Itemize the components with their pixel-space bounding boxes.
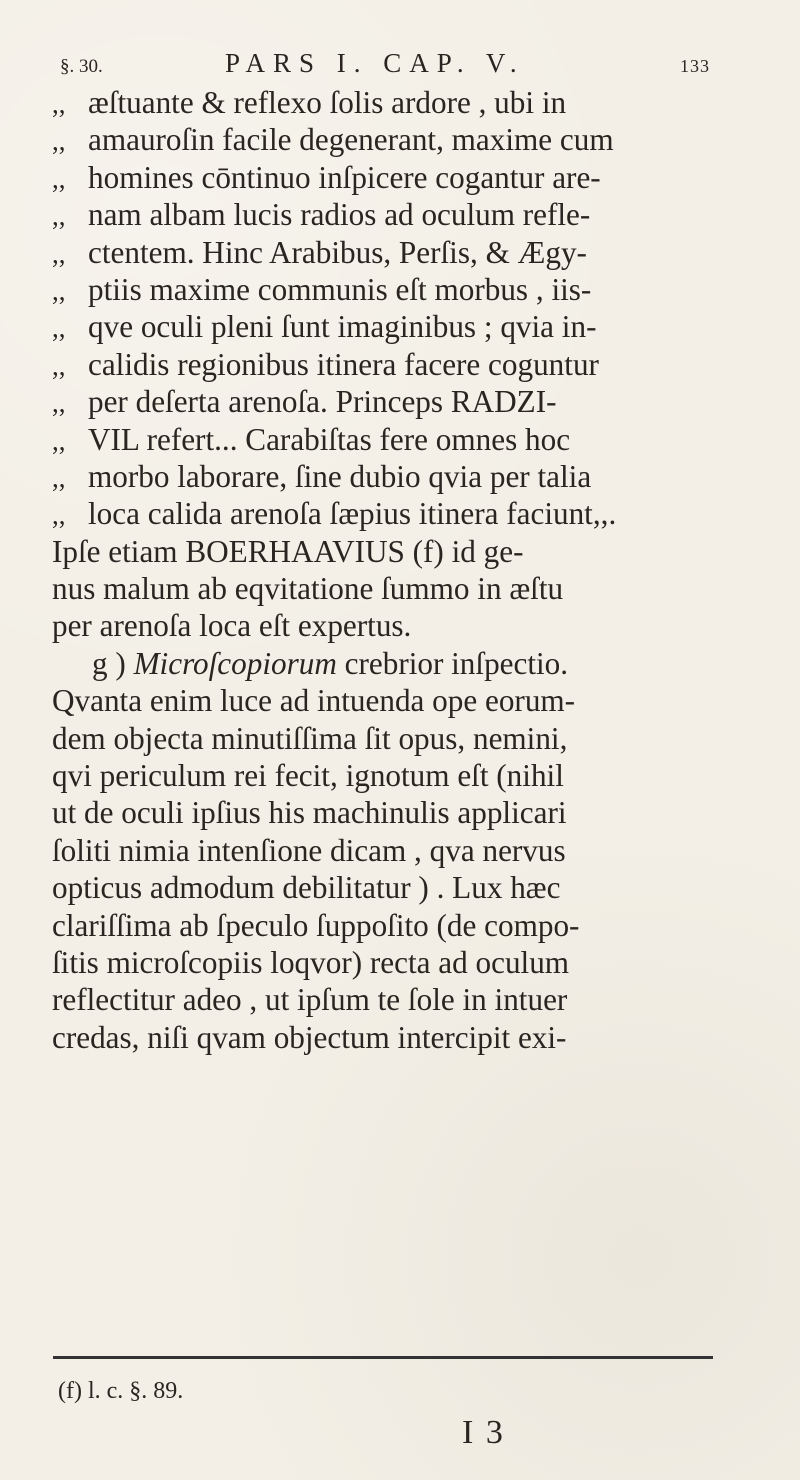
quote-mark: ,, xyxy=(52,500,66,531)
section-g-line: ſoliti nimia intenſione dicam , qva nervus xyxy=(52,832,566,868)
section-g-line: dem objecta minutiſſima ſit opus, nemini, xyxy=(52,720,568,756)
section-g-line: credas, niſi qvam objectum intercipit exi- xyxy=(52,1019,567,1055)
section-g-italic: Microſcopiorum xyxy=(133,645,337,681)
quote-mark: ,, xyxy=(52,313,66,344)
footnote: (f) l. c. §. 89. xyxy=(58,1378,184,1404)
section-g-line: Qvanta enim luce ad intuenda ope eorum- xyxy=(52,683,576,719)
quoted-line xyxy=(52,234,742,271)
paragraph-line: per arenoſa loca eſt expertus. xyxy=(52,608,412,644)
quote-mark: ,, xyxy=(52,275,66,306)
quoted-line xyxy=(52,271,742,308)
main-text xyxy=(52,84,742,1056)
quoted-line xyxy=(52,346,742,383)
line-text: homines cōntinuo inſpicere cogantur are- xyxy=(88,159,601,195)
section-g-rest: crebrior inſpectio. xyxy=(336,645,569,681)
quote-mark: ,, xyxy=(52,350,66,381)
line-text: loca calida arenoſa ſæpius itinera faciunt,,. xyxy=(88,496,617,532)
page-number: 133 xyxy=(680,56,710,76)
quoted-line xyxy=(52,121,742,158)
section-g-line: qvi periculum rei fecit, ignotum eſt (nihil xyxy=(52,758,564,794)
quoted-line xyxy=(52,458,742,495)
running-header xyxy=(60,48,710,82)
quote-mark: ,, xyxy=(52,388,66,419)
quoted-line xyxy=(52,196,742,233)
paragraph-line: nus malum ab eqvitatione ſummo in æſtu xyxy=(52,571,564,607)
section-g-line: ſitis microſcopiis loqvor) recta ad oculum xyxy=(52,944,570,980)
quote-mark: ,, xyxy=(52,126,66,157)
quote-mark: ,, xyxy=(52,201,66,232)
section-g-line: opticus admodum debilitatur ) . Lux hæc xyxy=(52,870,561,906)
paragraph-line: Ipſe etiam BOERHAAVIUS (f) id ge- xyxy=(52,533,524,569)
quote-mark: ,, xyxy=(52,89,66,119)
line-text: ctentem. Hinc Arabibus, Perſis, & Ægy- xyxy=(88,234,587,270)
line-text: VIL refert... Carabiſtas fere omnes hoc xyxy=(88,421,571,457)
signature-mark: I 3 xyxy=(462,1414,505,1451)
line-text: per deſerta arenoſa. Princeps RADZI- xyxy=(88,384,557,420)
section-g-line: ut de oculi ipſius his machinulis applicari xyxy=(52,795,567,831)
line-text: nam albam lucis radios ad oculum refle- xyxy=(88,197,591,233)
line-text: morbo laborare, ſine dubio qvia per talia xyxy=(88,458,592,494)
section-g-label: g ) xyxy=(92,645,134,681)
section-g-line: clariſſima ab ſpeculo ſuppoſito (de compo- xyxy=(52,907,580,943)
line-text: ptiis maxime communis eſt morbus , iis- xyxy=(88,271,592,307)
line-text: calidis regionibus itinera facere coguntur xyxy=(88,346,599,382)
footnote-divider xyxy=(53,1356,713,1359)
section-number: §. 30. xyxy=(60,56,103,77)
quote-mark: ,, xyxy=(52,462,66,493)
quoted-line xyxy=(52,383,742,420)
line-text: æſtuante & reflexo ſolis ardore , ubi in xyxy=(88,85,567,120)
line-text: qve oculi pleni ſunt imaginibus ; qvia in- xyxy=(88,309,597,345)
header-title: PARS I. CAP. V. xyxy=(225,48,525,78)
section-g-line: reflectitur adeo , ut ipſum te ſole in intuer xyxy=(52,982,568,1018)
quote-mark: ,, xyxy=(52,238,66,269)
quote-mark: ,, xyxy=(52,425,66,456)
quoted-line xyxy=(52,495,742,532)
quote-mark: ,, xyxy=(52,163,66,194)
section-g-heading xyxy=(52,645,742,682)
quoted-line xyxy=(52,84,742,121)
line-text: amauroſin facile degenerant, maxime cum xyxy=(88,122,614,158)
quoted-line xyxy=(52,308,742,345)
quoted-line xyxy=(52,159,742,196)
quoted-line xyxy=(52,421,742,458)
